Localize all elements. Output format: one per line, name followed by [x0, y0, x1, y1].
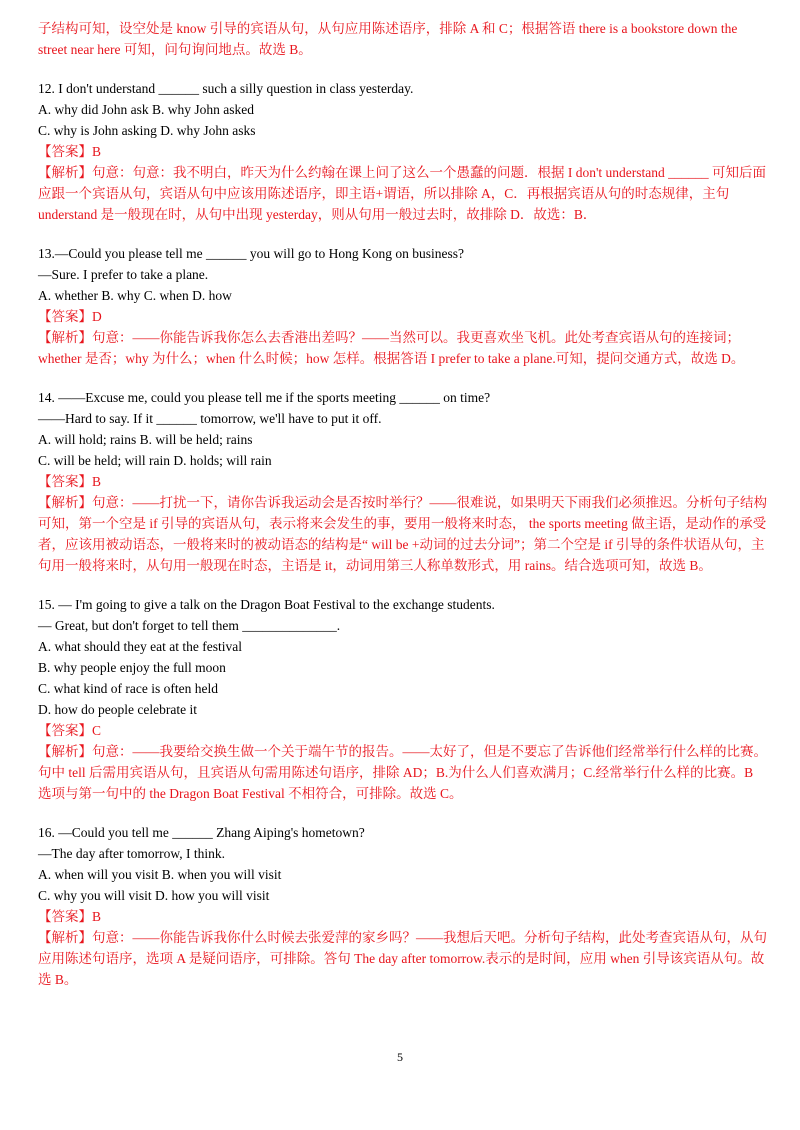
question-14	[38, 387, 768, 576]
question-reply: —Sure. I prefer to take a plane.	[38, 267, 209, 282]
option-c: C. what kind of race is often held	[38, 681, 218, 696]
question-stem: 15. — I'm going to give a talk on the Dragon Boat Festival to the exchange students.	[38, 597, 495, 612]
question-options: C. will be held; will rain D. holds; will rain	[38, 453, 272, 468]
question-options: A. will hold; rains B. will be held; rains	[38, 432, 253, 447]
question-reply: ——Hard to say. If it ______ tomorrow, we'll have to put it off.	[38, 411, 382, 426]
question-stem: 13.—Could you please tell me ______ you will go to Hong Kong on business?	[38, 246, 464, 261]
answer-label: 【答案】B	[38, 474, 102, 489]
page-number: 5	[397, 1050, 403, 1064]
question-reply: — Great, but don't forget to tell them ______________.	[38, 618, 341, 633]
analysis-text: 【解析】句意：句意：我不明白，昨天为什么约翰在课上问了这么一个愚蠢的问题．根据 I don't understand ______ 可知后面应跟一个宾语从句，宾语从句中应该用陈述语序，即主语+谓语，所以排除 A，C．再根据宾语从句的时态规律，主句 understand 是一般现在时，从句中出现 yesterday，则从句用一般过去时，故排除 D．故选：B．	[38, 165, 767, 222]
option-d: D. how do people celebrate it	[38, 702, 197, 717]
question-stem: 12. I don't understand ______ such a silly question in class yesterday.	[38, 81, 414, 96]
analysis-text: 【解析】句意：——我要给交换生做一个关于端午节的报告。——太好了，但是不要忘了告诉他们经常举行什么样的比赛。句中 tell 后需用宾语从句，且宾语从句需用陈述句语序，排除 AD；B.为什么人们喜欢满月；C.经常举行什么样的比赛。B 选项与第一句中的 the Dragon Boat Festival 不相符合，可排除。故选 C。	[38, 744, 767, 801]
question-stem: 16. —Could you tell me ______ Zhang Aiping's hometown?	[38, 825, 365, 840]
question-options: A. when will you visit B. when you will visit	[38, 867, 282, 882]
option-a: A. what should they eat at the festival	[38, 639, 242, 654]
document-page	[38, 0, 768, 990]
analysis-text: 【解析】句意：——你能告诉我你怎么去香港出差吗？——当然可以。我更喜欢坐飞机。此处考查宾语从句的连接词；whether 是否；why 为什么；when 什么时候；how 怎样。根据答语 I prefer to take a plane.可知，提问交通方式，故选 D。	[38, 330, 745, 366]
intro-analysis: 子结构可知，设空处是 know 引导的宾语从句，从句应用陈述语序，排除 A 和 C；根据答语 there is a bookstore down the street near here 可知，问句询问地点。故选 B。	[38, 21, 738, 57]
question-stem: 14. ——Excuse me, could you please tell me if the sports meeting ______ on time?	[38, 390, 491, 405]
question-options: A. whether B. why C. when D. how	[38, 288, 232, 303]
answer-label: 【答案】D	[38, 309, 102, 324]
option-b: B. why people enjoy the full moon	[38, 660, 226, 675]
answer-label: 【答案】C	[38, 723, 102, 738]
question-options: C. why you will visit D. how you will visit	[38, 888, 270, 903]
question-12	[38, 78, 768, 225]
answer-label: 【答案】B	[38, 909, 102, 924]
question-15	[38, 594, 768, 804]
question-options: C. why is John asking D. why John asks	[38, 123, 256, 138]
question-16	[38, 822, 768, 990]
question-13	[38, 243, 768, 369]
question-options: A. why did John ask B. why John asked	[38, 102, 254, 117]
question-reply: —The day after tomorrow, I think.	[38, 846, 225, 861]
analysis-text: 【解析】句意：——你能告诉我你什么时候去张爱萍的家乡吗？——我想后天吧。分析句子结构，此处考查宾语从句，从句应用陈述句语序，选项 A 是疑问语序，可排除。答句 The day after tomorrow.表示的是时间，应用 when 引导该宾语从句。故选 B。	[38, 930, 767, 987]
analysis-text: 【解析】句意：——打扰一下，请你告诉我运动会是否按时举行？——很难说，如果明天下雨我们必须推迟。分析句子结构可知，第一个空是 if 引导的宾语从句，表示将来会发生的事，要用一般将来时态， the sports meeting 做主语，是动作的承受者，应该用被动语态，一般将来时的被动语态的结构是“ will be +动词的过去分词”；第二个空是 if 引导的条件状语从句，主句用一般将来时，从句用一般现在时态，主语是 it，动词用第三人称单数形式，用 rains。结合选项可知，故选 B。	[38, 495, 767, 573]
answer-label: 【答案】B	[38, 144, 102, 159]
